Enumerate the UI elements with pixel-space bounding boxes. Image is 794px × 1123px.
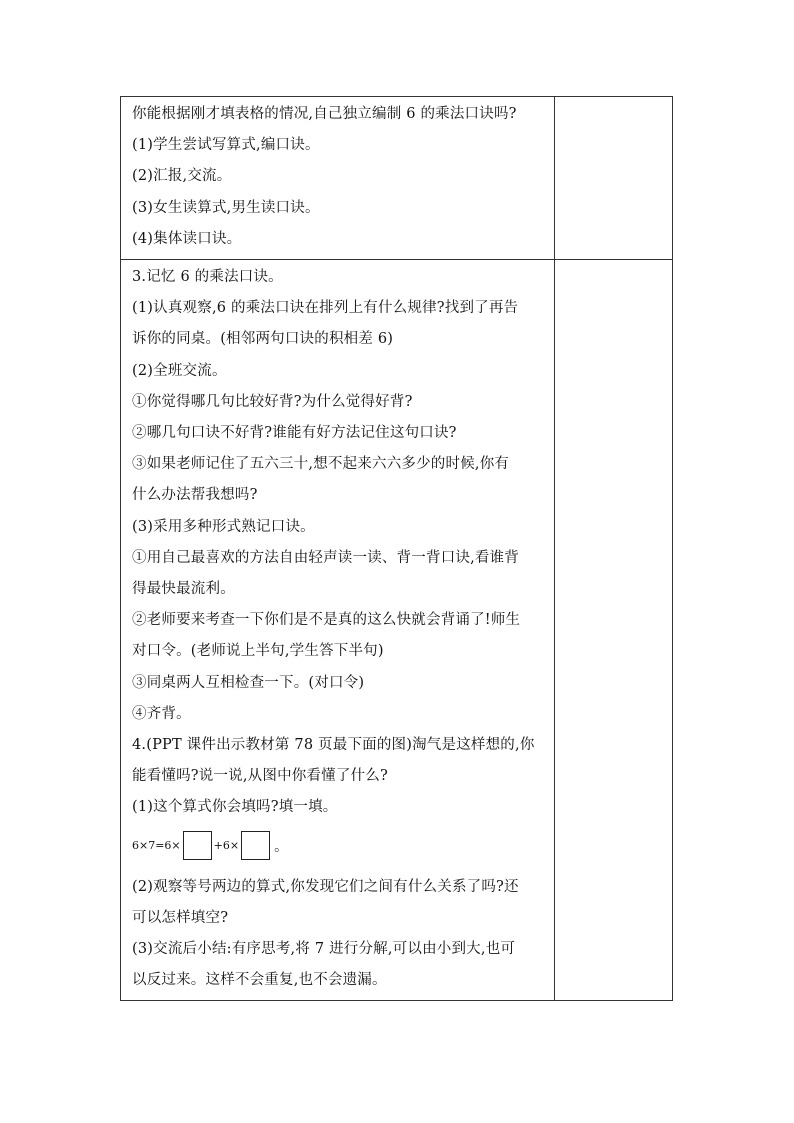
table-row xyxy=(121,259,672,1000)
formula-end: 。 xyxy=(274,838,289,855)
text-line: 4.(PPT 课件出示教材第 78 页最下面的图)淘气是这样想的,你 xyxy=(132,737,535,754)
text-line: (2)观察等号两边的算式,你发现它们之间有什么关系了吗?还 xyxy=(132,878,519,895)
text-line: 可以怎样填空? xyxy=(132,909,229,926)
text-line: (2)全班交流。 xyxy=(132,362,227,379)
text-line: 3.记忆 6 的乘法口诀。 xyxy=(132,269,283,286)
text-line: ①你觉得哪几句比较好背?为什么觉得好背? xyxy=(132,393,413,410)
text-line: 能看懂吗?说一说,从图中你看懂了什么? xyxy=(132,768,388,785)
formula-part-1: 6×7=6× xyxy=(132,839,181,853)
text-line: (3)采用多种形式熟记口诀。 xyxy=(132,518,315,535)
notes-cell xyxy=(555,97,672,259)
row-content xyxy=(121,97,555,259)
text-line: (1)认真观察,6 的乘法口诀在排列上有什么规律?找到了再告 xyxy=(132,300,519,317)
answer-box-2 xyxy=(241,831,270,860)
row-content xyxy=(121,260,555,1000)
text-line: 你能根据刚才填表格的情况,自己独立编制 6 的乘法口诀吗? xyxy=(132,106,517,122)
text-line: 什么办法帮我想吗? xyxy=(132,487,258,504)
text-line: 以反过来。这样不会重复,也不会遗漏。 xyxy=(132,972,387,989)
text-line: ②哪几句口诀不好背?谁能有好方法记住这句口诀? xyxy=(132,425,457,442)
notes-cell xyxy=(555,260,672,1000)
lesson-table xyxy=(120,96,673,1001)
table-row xyxy=(121,97,672,259)
text-line: ③如果老师记住了五六三十,想不起来六六多少的时候,你有 xyxy=(132,456,510,473)
text-line: (1)学生尝试写算式,编口诀。 xyxy=(132,137,320,154)
text-line: ③同桌两人互相检查一下。(对口令) xyxy=(132,674,365,691)
text-line: (2)汇报,交流。 xyxy=(132,168,232,185)
text-line: (3)交流后小结:有序思考,将 7 进行分解,可以由小到大,也可 xyxy=(132,941,516,958)
text-line: 得最快最流利。 xyxy=(132,581,235,598)
fill-in-formula xyxy=(132,826,554,866)
text-line: (1)这个算式你会填吗?填一填。 xyxy=(132,799,338,816)
text-line: (3)女生读算式,男生读口诀。 xyxy=(132,199,320,216)
text-line: ②老师要来考查一下你们是不是真的这么快就会背诵了!师生 xyxy=(132,612,521,629)
answer-box-1 xyxy=(183,831,212,860)
text-line: 诉你的同桌。(相邻两句口诀的积相差 6) xyxy=(132,331,394,348)
text-line: (4)集体读口诀。 xyxy=(132,230,242,247)
text-line: 对口令。(老师说上半句,学生答下半句) xyxy=(132,643,384,660)
text-line: ①用自己最喜欢的方法自由轻声读一读、背一背口诀,看谁背 xyxy=(132,549,520,566)
formula-part-2: +6× xyxy=(213,839,240,853)
text-line: ④齐背。 xyxy=(132,705,191,722)
